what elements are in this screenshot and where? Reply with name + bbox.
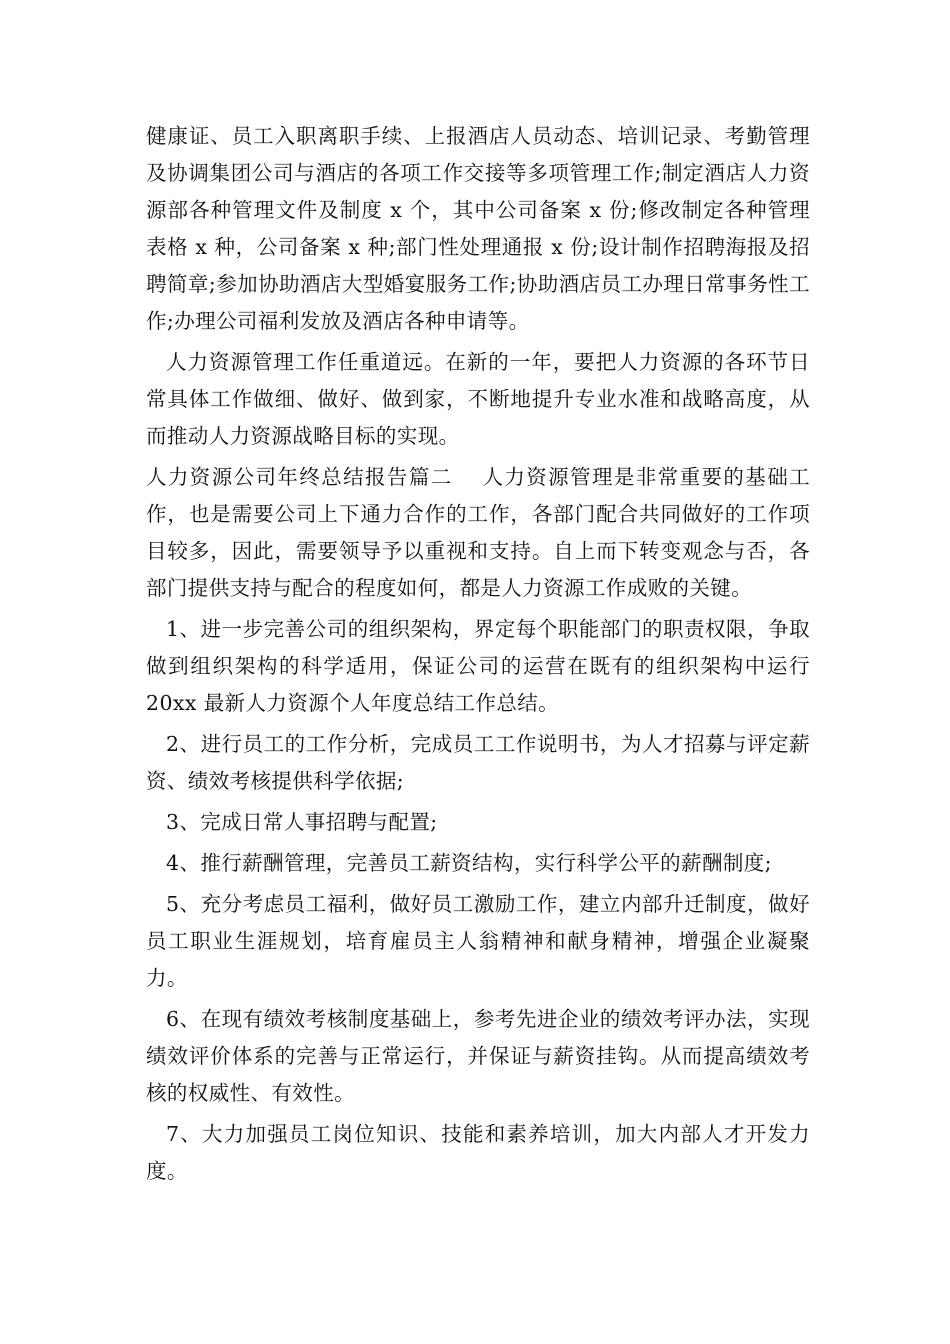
list-item-6: 6、在现有绩效考核制度基础上，参考先进企业的绩效考评办法，实现绩效评价体系的完善与正常运行，并保证与薪资挂钩。从而提高绩效考核的权威性、有效性。	[146, 1007, 810, 1105]
document-page	[146, 118, 810, 1194]
list-item-7: 7、大力加强员工岗位知识、技能和素养培训，加大内部人才开发力度。	[146, 1122, 810, 1183]
list-item-3: 3、完成日常人事招聘与配置;	[166, 810, 438, 834]
list-item-1: 1、进一步完善公司的组织架构，界定每个职能部门的职责权限，争取做到组织架构的科学适用，保证公司的运营在既有的组织架构中运行 20xx 最新人力资源个人年度总结工作总结。	[146, 617, 810, 715]
paragraph-section-two-intro: 人力资源公司年终总结报告篇二 人力资源管理是非常重要的基础工作，也是需要公司上下通力合作的工作，各部门配合共同做好的工作项目较多，因此，需要领导予以重视和支持。自上而下转变观念与否，各部门提供支持与配合的程度如何，都是人力资源工作成败的关键。	[146, 465, 810, 600]
paragraph-summary: 人力资源管理工作任重道远。在新的一年，要把人力资源的各环节日常具体工作做细、做好、做到家，不断地提升专业水准和战略高度，从而推动人力资源战略目标的实现。	[146, 350, 810, 448]
list-item-5: 5、充分考虑员工福利，做好员工激励工作，建立内部升迁制度，做好员工职业生涯规划，培育雇员主人翁精神和献身精神，增强企业凝聚力。	[146, 892, 810, 990]
list-item-4: 4、推行薪酬管理，完善员工薪资结构，实行科学公平的薪酬制度;	[166, 851, 772, 875]
list-item-2: 2、进行员工的工作分析，完成员工工作说明书，为人才招募与评定薪资、绩效考核提供科学依据;	[146, 732, 810, 793]
paragraph-continuation: 健康证、员工入职离职手续、上报酒店人员动态、培训记录、考勤管理及协调集团公司与酒店的各项工作交接等多项管理工作;制定酒店人力资源部各种管理文件及制度 x 个，其中公司备案 x 份;修改制定各种管理表格 x 种，公司备案 x 种;部门性处理通报 x 份;设计制作招聘海报及招聘简章;参加协助酒店大型婚宴服务工作;协助酒店员工办理日常事务性工作;办理公司福利发放及酒店各种申请等。	[146, 124, 810, 333]
